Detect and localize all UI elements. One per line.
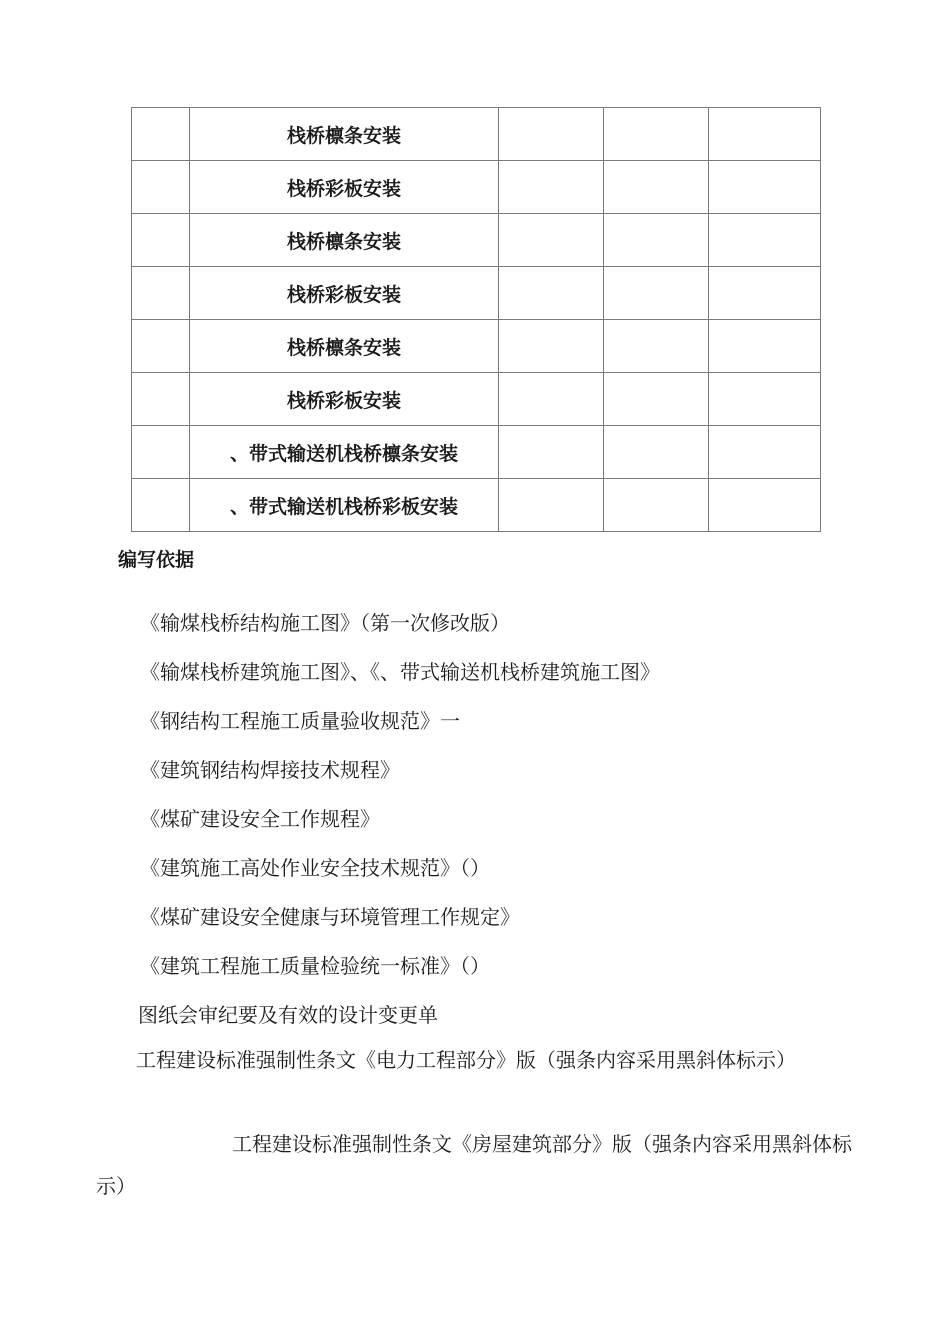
table-row: [132, 373, 821, 426]
table-cell-item: 栈桥檩条安装: [190, 320, 499, 373]
standard-paragraph-electric: 工程建设标准强制性条文《电力工程部分》版（强条内容采用黑斜体标示）: [136, 1048, 796, 1072]
table-row: [132, 479, 821, 532]
table-row: [132, 320, 821, 373]
reference-item: 《建筑工程施工质量检验统一标准》（）: [140, 954, 490, 978]
section-heading: 编写依据: [118, 549, 195, 571]
table-row: [132, 267, 821, 320]
table-cell-item: 栈桥彩板安装: [190, 161, 499, 214]
table-row: [132, 108, 821, 161]
reference-item: 《输煤栈桥建筑施工图》、《、带式输送机栈桥建筑施工图》: [140, 660, 660, 684]
table-cell-item: 、带式输送机栈桥檩条安装: [190, 426, 499, 479]
reference-item: 《煤矿建设安全健康与环境管理工作规定》: [140, 905, 520, 929]
standard-paragraph-building: 工程建设标准强制性条文《房屋建筑部分》版（强条内容采用黑斜体标示）: [96, 1132, 852, 1198]
reference-item: 《输煤栈桥结构施工图》（第一次修改版）: [140, 611, 510, 635]
reference-item: 图纸会审纪要及有效的设计变更单: [138, 1003, 438, 1027]
reference-item: 《建筑钢结构焊接技术规程》: [140, 758, 400, 782]
task-table: [131, 107, 821, 532]
table-row: [132, 161, 821, 214]
table-cell-item: 、带式输送机栈桥彩板安装: [190, 479, 499, 532]
reference-item: 《钢结构工程施工质量验收规范》一: [140, 709, 460, 733]
table-cell-item: 栈桥檩条安装: [190, 108, 499, 161]
table-cell-item: 栈桥彩板安装: [190, 373, 499, 426]
table-cell-item: 栈桥彩板安装: [190, 267, 499, 320]
table-cell-item: 栈桥檩条安装: [190, 214, 499, 267]
table-row: [132, 426, 821, 479]
reference-item: 《煤矿建设安全工作规程》: [140, 807, 380, 831]
table-row: [132, 214, 821, 267]
reference-item: 《建筑施工高处作业安全技术规范》（）: [140, 856, 490, 880]
